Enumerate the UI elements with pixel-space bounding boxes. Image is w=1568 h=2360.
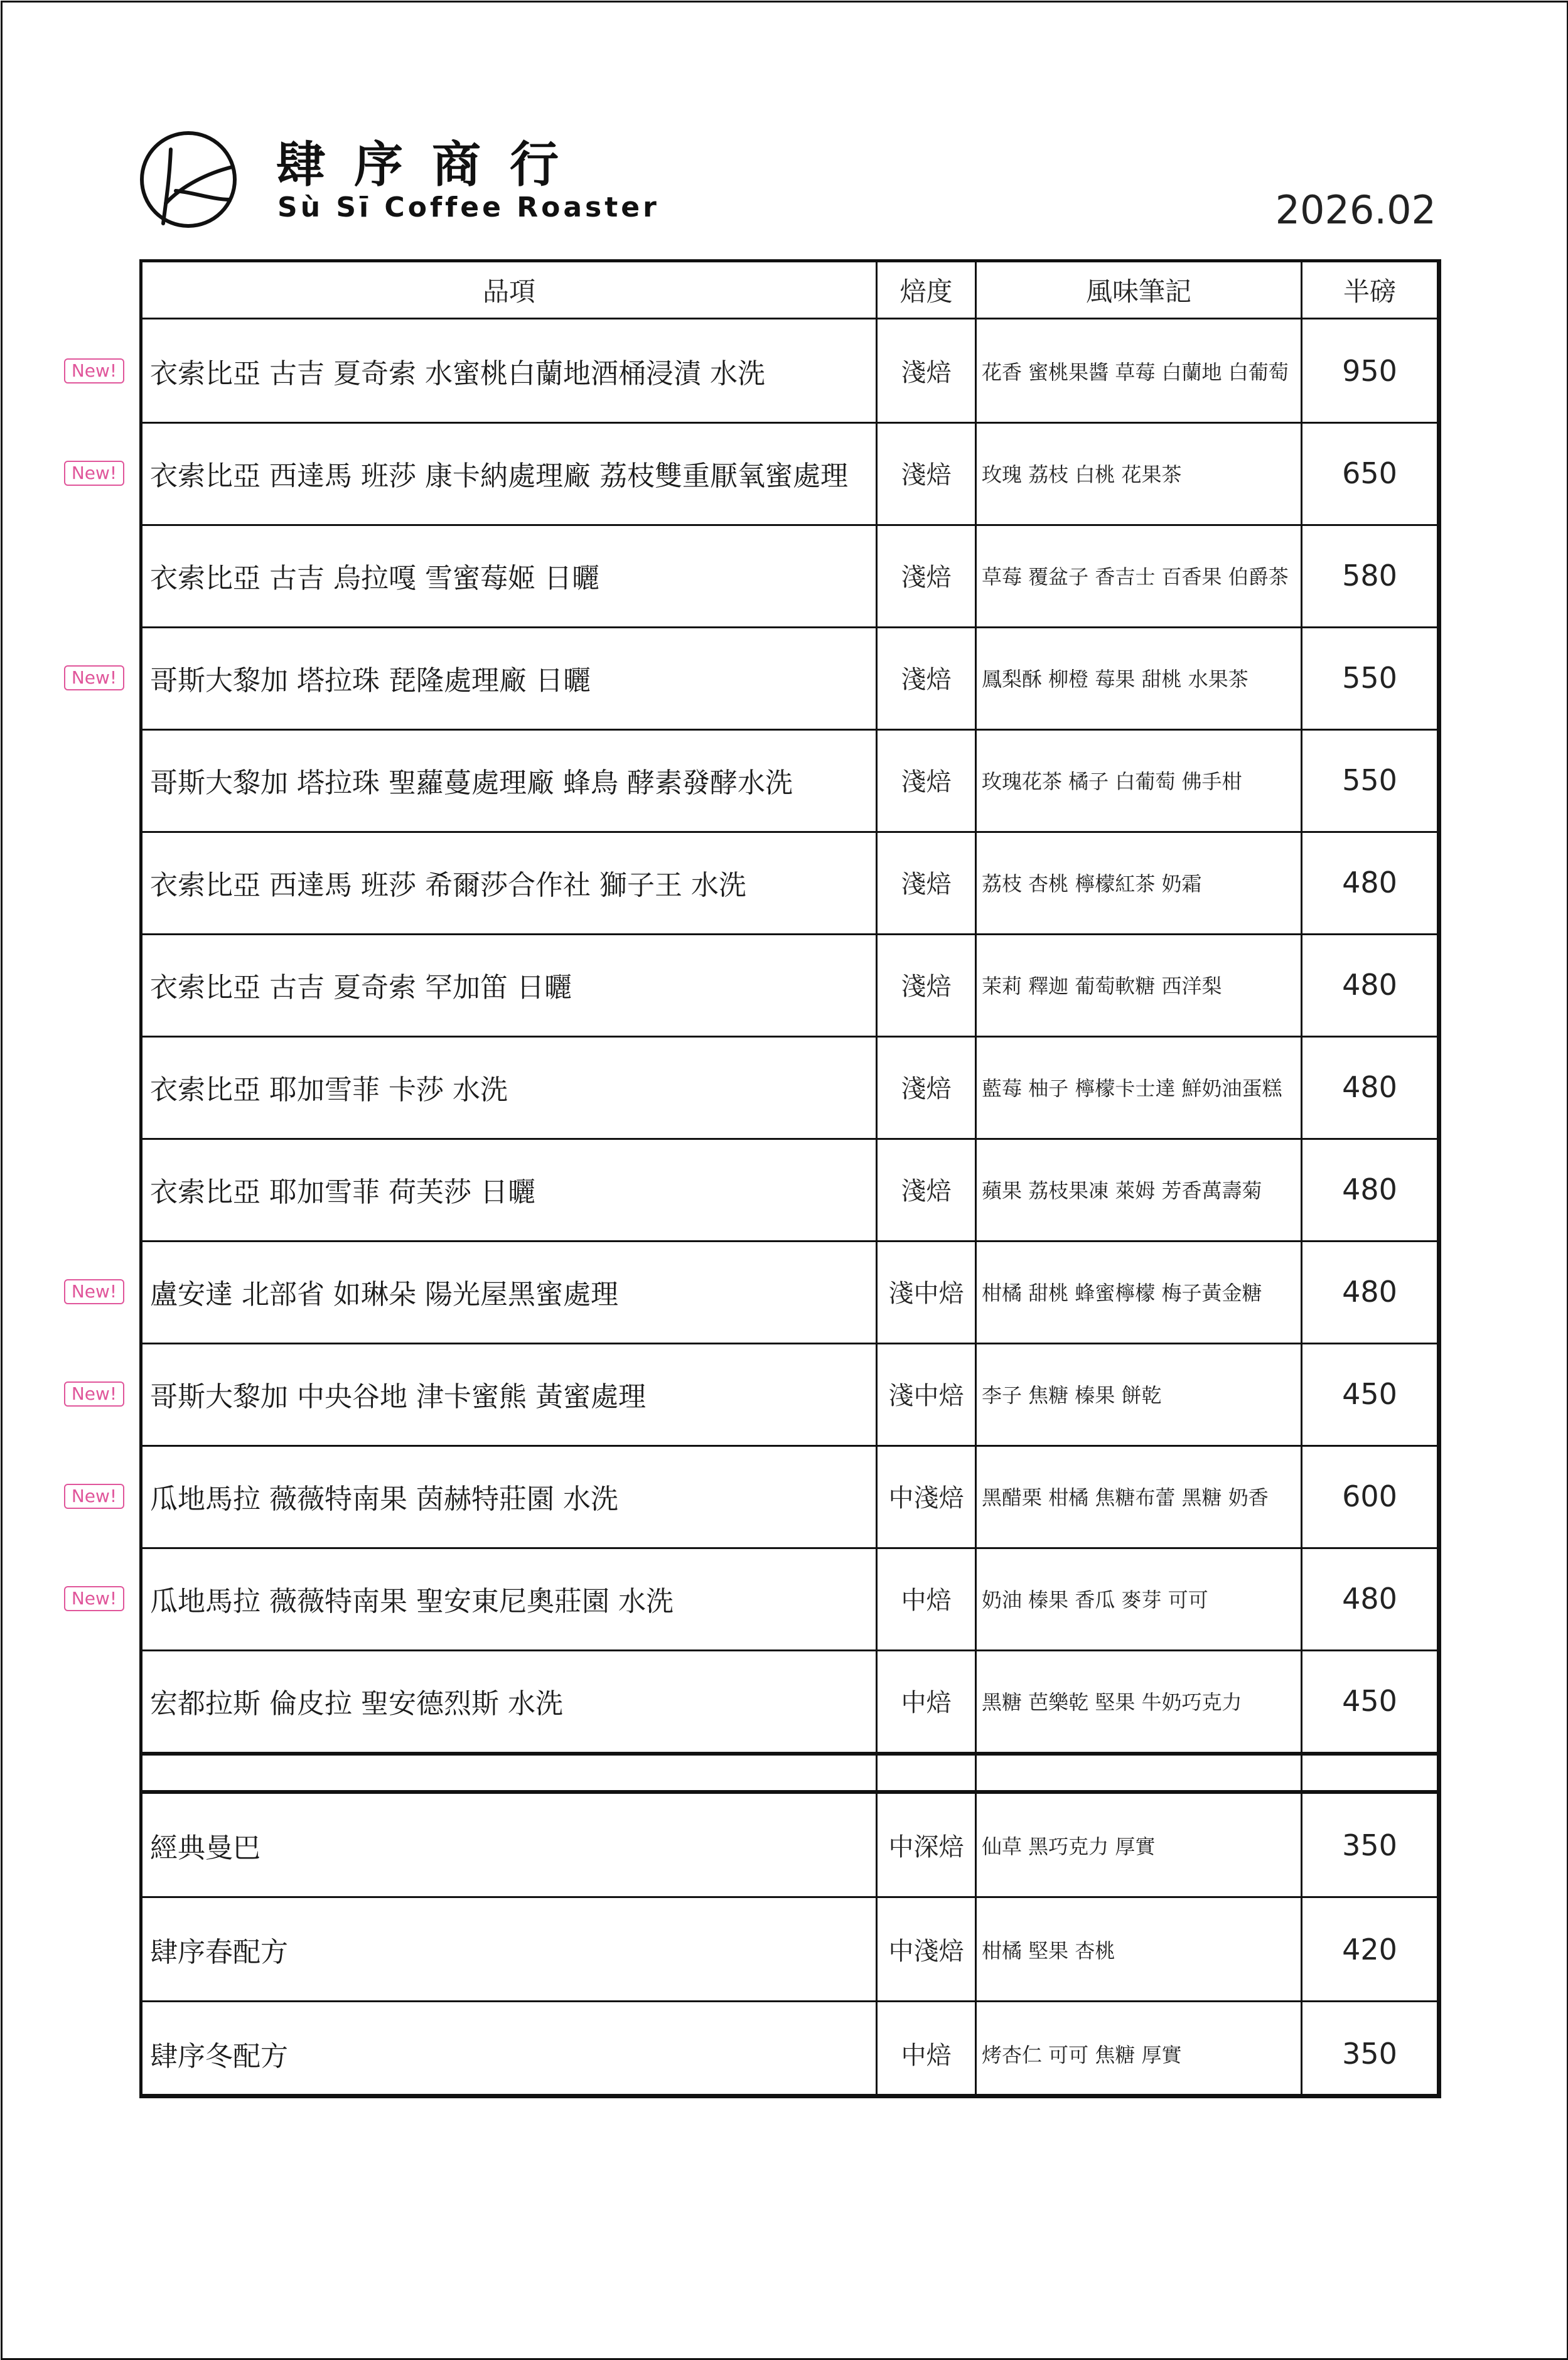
roast-level: 淺中焙 xyxy=(888,1381,964,1410)
item-name: 宏都拉斯 倫皮拉 聖安德烈斯 水洗 xyxy=(150,1687,563,1720)
flavor-notes: 茉莉 釋迦 葡萄軟糖 西洋梨 xyxy=(982,973,1222,998)
flavor-notes: 玫瑰花茶 橘子 白葡萄 佛手柑 xyxy=(982,769,1242,793)
brand-name-chinese: 肆序商行 xyxy=(276,137,588,193)
flavor-notes: 烤杏仁 可可 焦糖 厚實 xyxy=(982,2042,1182,2067)
roast-level: 淺焙 xyxy=(901,1177,952,1206)
item-name: 衣索比亞 耶加雪菲 卡莎 水洗 xyxy=(150,1073,508,1106)
price: 480 xyxy=(1342,1581,1397,1616)
price: 350 xyxy=(1342,2036,1397,2071)
price: 450 xyxy=(1342,1376,1397,1411)
price: 420 xyxy=(1342,1932,1397,1966)
item-name: 哥斯大黎加 塔拉珠 琵隆處理廠 日曬 xyxy=(150,664,591,697)
flavor-notes: 蘋果 荔枝果凍 萊姆 芳香萬壽菊 xyxy=(982,1178,1262,1203)
new-badge: New! xyxy=(64,665,124,690)
item-name: 哥斯大黎加 塔拉珠 聖蘿蔓處理廠 蜂鳥 酵素發酵水洗 xyxy=(150,766,793,799)
header-roast: 焙度 xyxy=(899,276,953,307)
coffee-menu-table xyxy=(139,259,1441,2098)
new-badge: New! xyxy=(64,461,124,486)
brand-name-english: Sù Sī Coffee Roaster xyxy=(277,191,660,223)
price: 580 xyxy=(1342,558,1397,593)
price: 550 xyxy=(1342,763,1397,797)
item-name: 肆序冬配方 xyxy=(150,2040,288,2073)
roast-level: 淺中焙 xyxy=(888,1279,964,1308)
item-name: 哥斯大黎加 中央谷地 津卡蜜熊 黃蜜處理 xyxy=(150,1380,646,1413)
new-badge: New! xyxy=(64,1484,124,1509)
header-price: 半磅 xyxy=(1343,276,1396,307)
item-name: 肆序春配方 xyxy=(150,1936,288,1968)
item-name: 衣索比亞 古吉 夏奇索 水蜜桃白蘭地酒桶浸漬 水洗 xyxy=(150,357,765,390)
new-badge: New! xyxy=(64,1586,124,1611)
roast-level: 中焙 xyxy=(901,1586,952,1615)
flavor-notes: 黑醋栗 柑橘 焦糖布蕾 黑糖 奶香 xyxy=(982,1485,1269,1510)
new-badge: New! xyxy=(64,1381,124,1407)
flavor-notes: 奶油 榛果 香瓜 麥芽 可可 xyxy=(982,1587,1208,1612)
item-name: 瓜地馬拉 薇薇特南果 聖安東尼奧莊園 水洗 xyxy=(150,1585,674,1617)
item-name: 衣索比亞 古吉 烏拉嘎 雪蜜莓姬 日曬 xyxy=(150,562,599,594)
roast-level: 淺焙 xyxy=(901,461,952,490)
roast-level: 淺焙 xyxy=(901,358,952,387)
item-name: 衣索比亞 古吉 夏奇索 罕加笛 日曬 xyxy=(150,971,572,1004)
price: 350 xyxy=(1342,1828,1397,1862)
roast-level: 中焙 xyxy=(901,1688,952,1717)
price: 480 xyxy=(1342,1172,1397,1206)
flavor-notes: 草莓 覆盆子 香吉士 百香果 伯爵茶 xyxy=(982,564,1289,589)
roast-level: 淺焙 xyxy=(901,665,952,694)
price: 480 xyxy=(1342,865,1397,899)
price: 480 xyxy=(1342,967,1397,1002)
roast-level: 淺焙 xyxy=(901,972,952,1001)
item-name: 衣索比亞 西達馬 班莎 希爾莎合作社 獅子王 水洗 xyxy=(150,869,746,901)
flavor-notes: 柑橘 堅果 杏桃 xyxy=(982,1938,1115,1963)
flavor-notes: 荔枝 杏桃 檸檬紅茶 奶霜 xyxy=(982,871,1202,896)
price: 450 xyxy=(1342,1683,1397,1718)
roast-level: 中焙 xyxy=(901,2041,952,2070)
flavor-notes: 鳳梨酥 柳橙 莓果 甜桃 水果茶 xyxy=(982,667,1248,691)
new-badge: New! xyxy=(64,1279,124,1304)
row-divider xyxy=(142,1752,1437,1756)
flavor-notes: 黑糖 芭樂乾 堅果 牛奶巧克力 xyxy=(982,1690,1242,1714)
roast-level: 中淺焙 xyxy=(888,1937,964,1966)
flavor-notes: 李子 焦糖 榛果 餅乾 xyxy=(982,1383,1162,1407)
item-name: 瓜地馬拉 薇薇特南果 茵赫特莊園 水洗 xyxy=(150,1483,618,1515)
price: 950 xyxy=(1342,353,1397,388)
roast-level: 中深焙 xyxy=(888,1833,964,1862)
new-badge: New! xyxy=(64,358,124,384)
roast-level: 中淺焙 xyxy=(888,1484,964,1513)
item-name: 衣索比亞 西達馬 班莎 康卡納處理廠 荔枝雙重厭氧蜜處理 xyxy=(150,459,848,492)
price: 550 xyxy=(1342,660,1397,695)
flavor-notes: 柑橘 甜桃 蜂蜜檸檬 梅子黃金糖 xyxy=(982,1280,1262,1305)
price: 600 xyxy=(1342,1479,1397,1513)
roast-level: 淺焙 xyxy=(901,768,952,796)
flavor-notes: 仙草 黑巧克力 厚實 xyxy=(982,1834,1156,1858)
brand-logo-icon xyxy=(138,129,239,230)
header-notes: 風味筆記 xyxy=(1085,276,1191,307)
roast-level: 淺焙 xyxy=(901,563,952,592)
roast-level: 淺焙 xyxy=(901,870,952,899)
item-name: 衣索比亞 耶加雪菲 荷芙莎 日曬 xyxy=(150,1176,535,1208)
price: 480 xyxy=(1342,1070,1397,1104)
header-item: 品項 xyxy=(482,276,535,307)
price: 480 xyxy=(1342,1274,1397,1309)
flavor-notes: 玫瑰 荔枝 白桃 花果茶 xyxy=(982,462,1182,486)
flavor-notes: 花香 蜜桃果醬 草莓 白蘭地 白葡萄 xyxy=(982,360,1289,384)
item-name: 盧安達 北部省 如琳朵 陽光屋黑蜜處理 xyxy=(150,1278,618,1311)
item-name: 經典曼巴 xyxy=(150,1832,260,1864)
price: 650 xyxy=(1342,456,1397,490)
flavor-notes: 藍莓 柚子 檸檬卡士達 鮮奶油蛋糕 xyxy=(982,1076,1282,1100)
menu-date: 2026.02 xyxy=(1275,187,1436,233)
roast-level: 淺焙 xyxy=(901,1075,952,1103)
